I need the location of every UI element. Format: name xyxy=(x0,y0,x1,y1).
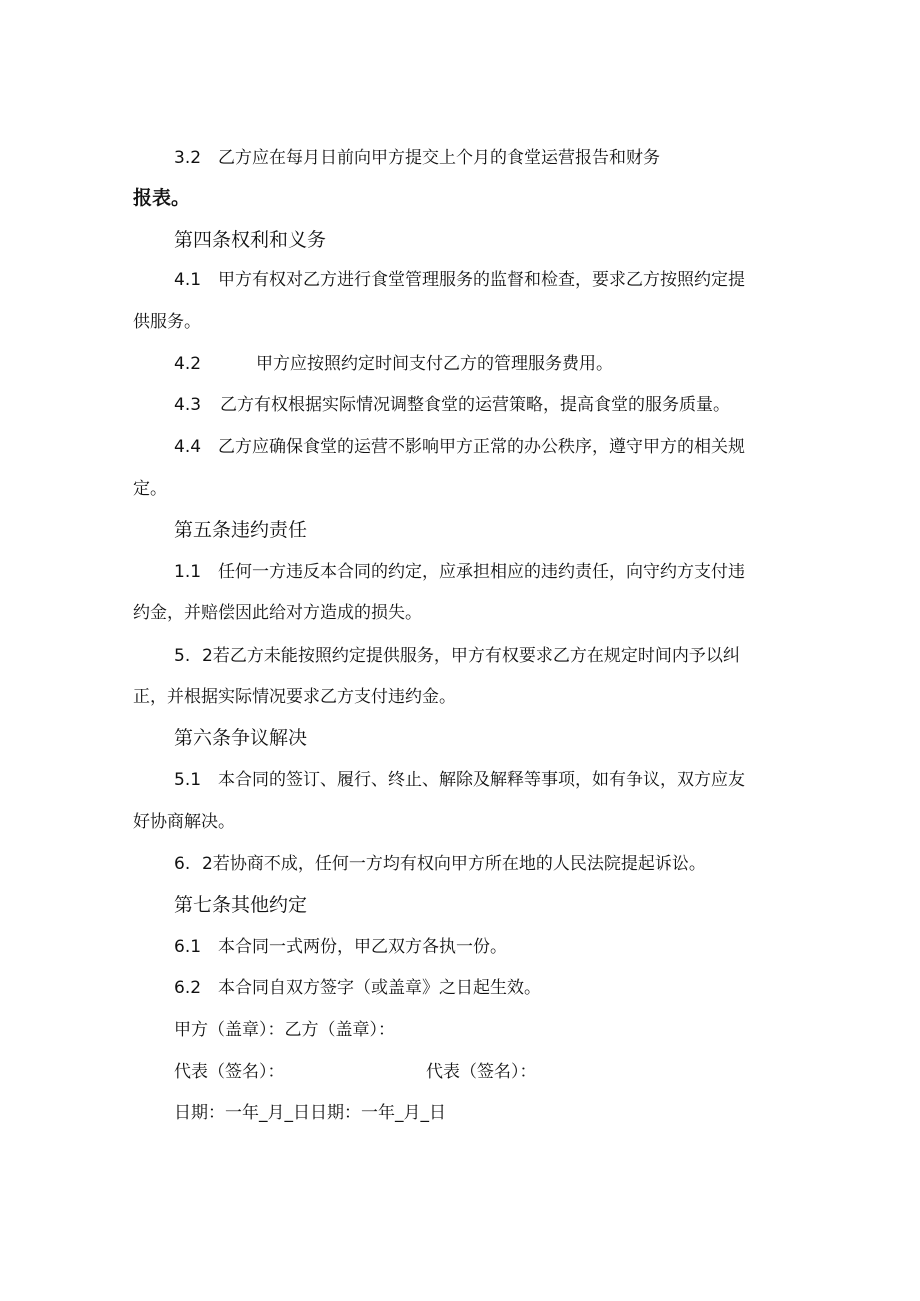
article-5-title: 第五条违约责任 xyxy=(174,519,308,541)
clause-1-1-line2: 约金，并赔偿因此给对方造成的损失。 xyxy=(133,603,422,623)
clause-number: 3.2 xyxy=(174,148,202,168)
clause-5-1-line2: 好协商解决。 xyxy=(133,812,235,832)
clause-3-2-line1 xyxy=(174,146,660,170)
clause-4-1-line1 xyxy=(174,268,745,292)
clause-text: 甲方应按照约定时间支付乙方的管理服务费用。 xyxy=(256,354,613,374)
clause-number: 4.3 xyxy=(174,395,202,415)
clause-number: 4.4 xyxy=(174,437,202,457)
clause-4-3-line1 xyxy=(174,393,730,417)
article-7-title: 第七条其他约定 xyxy=(174,894,308,916)
clause-number: 5.1 xyxy=(174,770,202,790)
clause-1-1-line1 xyxy=(174,560,745,584)
clause-6-2a-line1 xyxy=(174,852,706,876)
clause-number: 4.2 xyxy=(174,354,202,374)
seal-line: 甲方（盖章）：乙方（盖章）： xyxy=(174,1020,395,1040)
article-4-title: 第四条权利和义务 xyxy=(174,229,327,251)
clause-6-1-line1 xyxy=(174,935,507,959)
clause-text: 乙方有权根据实际情况调整食堂的运营策略，提高食堂的服务质量。 xyxy=(220,395,730,415)
clause-6-2-line1 xyxy=(174,976,541,1000)
clause-number: 5. xyxy=(174,646,191,666)
representative-left: 代表（签名）： xyxy=(174,1062,285,1082)
clause-5-2-line1 xyxy=(174,644,740,668)
clause-text: 本合同自双方签字（或盖章》之日起生效。 xyxy=(218,978,541,998)
clause-number: 6.2 xyxy=(174,978,202,998)
clause-text: 甲方有权对乙方进行食堂管理服务的监督和检查，要求乙方按照约定提 xyxy=(218,270,745,290)
article-6-title: 第六条争议解决 xyxy=(174,727,308,749)
clause-4-4-line2: 定。 xyxy=(133,479,167,499)
clause-4-1-line2: 供服务。 xyxy=(133,312,201,332)
clause-number: 1.1 xyxy=(174,562,202,582)
clause-text: 2若协商不成，任何一方均有权向甲方所在地的人民法院提起诉讼。 xyxy=(202,854,706,874)
clause-text: 本合同一式两份，甲乙双方各执一份。 xyxy=(218,937,507,957)
clause-text: 乙方应确保食堂的运营不影响甲方正常的办公秩序，遵守甲方的相关规 xyxy=(218,437,745,457)
clause-text: 任何一方违反本合同的约定，应承担相应的违约责任，向守约方支付违 xyxy=(218,562,745,582)
clause-text: 2若乙方未能按照约定提供服务，甲方有权要求乙方在规定时间内予以纠 xyxy=(202,646,740,666)
clause-text: 乙方应在每月日前向甲方提交上个月的食堂运营报告和财务 xyxy=(218,148,660,168)
representative-right: 代表（签名）： xyxy=(426,1062,537,1082)
clause-number: 6. xyxy=(174,854,191,874)
clause-number: 4.1 xyxy=(174,270,202,290)
clause-4-4-line1 xyxy=(174,435,745,459)
clause-4-2-line1 xyxy=(174,352,613,376)
clause-text: 本合同的签订、履行、终止、解除及解释等事项，如有争议，双方应友 xyxy=(218,770,745,790)
clause-number: 6.1 xyxy=(174,937,202,957)
date-line: 日期：一年_月_日日期：一年_月_日 xyxy=(174,1103,446,1123)
clause-3-2-line2: 报表。 xyxy=(133,187,191,209)
clause-5-2-line2: 正，并根据实际情况要求乙方支付违约金。 xyxy=(133,687,456,707)
clause-5-1-line1 xyxy=(174,768,745,792)
